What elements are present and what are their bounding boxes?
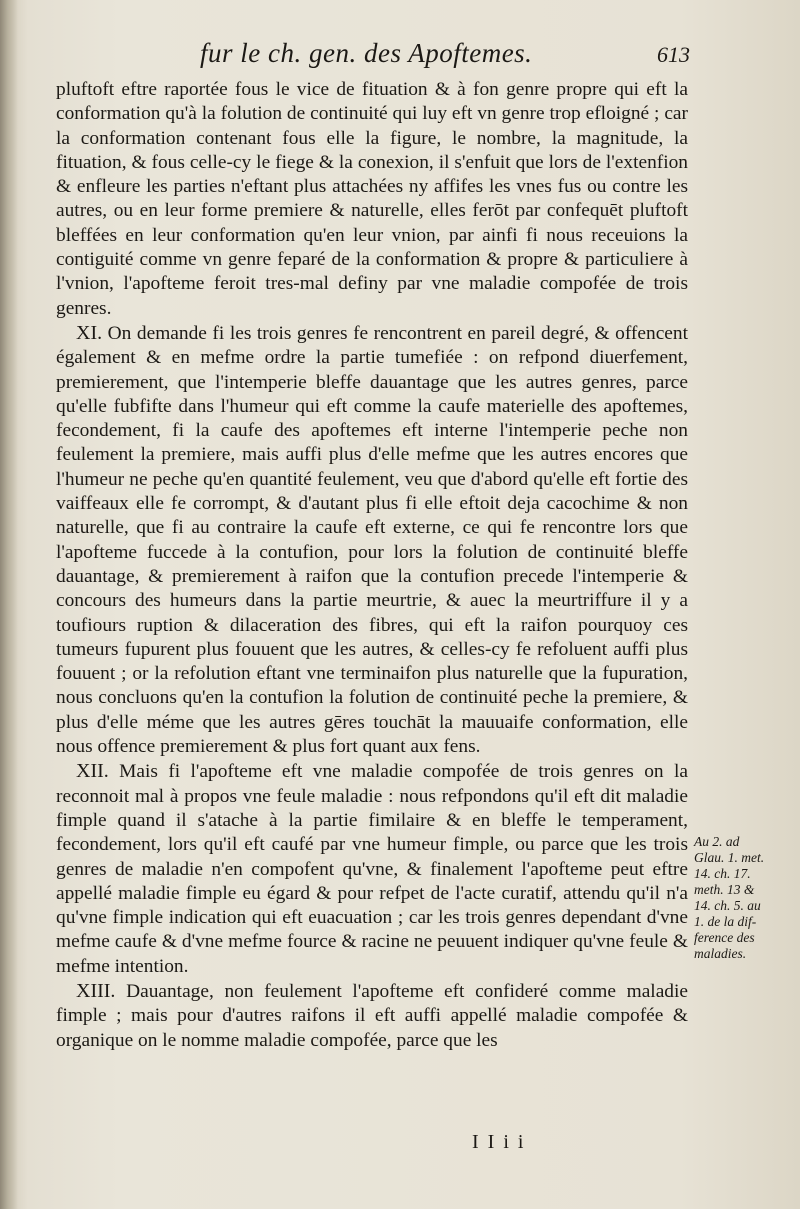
margin-note-line: Au 2. ad (694, 834, 740, 849)
paragraph-xiii-text: Dauantage, non feulement l'apofteme eft confideré comme maladie fimple ; mais pour d'autres raifons il eft auffi appellé maladie compofée & organique on le nomme maladie compofée, parce que les (56, 980, 688, 1051)
paragraph-xi-text: On demande fi les trois genres fe rencontrent en pareil degré, & offencent également & en mefme ordre la partie tumefiée : on refpond diuerfement, premierement, que l'intemperie bleffe dauantage que les autres genres, parce qu'elle fubfifte dans l'humeur qui eft comme la caufe materielle des apoftemes, fecondement, fi la caufe des apoftemes eft interne l'intemperie peche non feulement la premiere, mais auffi plus d'elle mefme que les autres encores que l'humeur ne peche qu'en quantité feulement, veu que d'abord qu'elle eft fortie des vaiffeaux elle fe corrompt, & d'autant plus fi elle eftoit deja cacochime & non naturelle, que fi au contraire la caufe eft externe, ce qui fe rencontre lors que l'apofteme fuccede à la contufion, pour lors la folution de continuité bleffe dauantage, & premierement à raifon que la contufion precede l'intemperie & concours des humeurs dans la partie meurtrie, & auec la meurtriffure il y a toufiours ruption & dilaceration des fibres, qui eft la raifon pourquoy ces tumeurs fupurent plus fouuent que les autres, & celles-cy fe refoluent auffi plus fouuent ; or la refolution eftant vne terminaifon plus naturelle que la fupuration, nous concluons qu'en la contufion la folution de continuité peche la premiere, & plus d'elle méme que les autres gēres touchāt la mauuaife conformation, elle nous offence premierement & plus fort quant aux fens. (56, 322, 688, 758)
margin-note-line: ference des (694, 930, 755, 945)
page-number: 613 (657, 42, 690, 67)
paragraph-xii (56, 759, 688, 979)
section-number-xi: XI. (76, 321, 103, 344)
main-text-block (56, 78, 688, 1053)
paragraph-xi (56, 321, 688, 759)
margin-note-line: meth. 13 & (694, 882, 755, 897)
page-gutter-shadow (0, 0, 18, 1209)
margin-note (694, 834, 794, 962)
margin-note-line: 14. ch. 17. (694, 866, 751, 881)
paragraph-xii-text: Mais fi l'apofteme eft vne maladie compofée de trois genres on la reconnoit mal à propos vne feule maladie : nous refpondons qu'il eft dit maladie fimple quand il s'atache à la partie fimilaire & en bleffe le temperament, fecondement, lors qu'il eft caufé par vne humeur fimple, ou parce que les trois genres de maladie n'en compofent qu'vne, & finalement l'apofteme peut eftre appellé maladie fimple eu égard & pour refpet de l'acte curatif, attendu qu'il n'a qu'vne fimple indication qui eft euacuation ; car les trois genres dependant d'vne mefme caufe & d'vne mefme fource & racine ne peuuent indiquer qu'vne feule & mefme intention. (56, 761, 688, 977)
page-header (60, 38, 690, 76)
section-number-xiii: XIII. (76, 979, 116, 1002)
running-title: fur le ch. gen. des Apoftemes. (200, 38, 533, 68)
margin-note-line: 1. de la dif- (694, 914, 757, 929)
signature-mark: I I i i (472, 1131, 526, 1153)
paragraph-xiii (56, 979, 688, 1053)
margin-note-line: 14. ch. 5. au (694, 898, 761, 913)
margin-note-line: Glau. 1. met. (694, 850, 765, 865)
paragraph-continuation: pluftoft eftre raportée fous le vice de fituation & à fon genre propre qui eft la conformation qu'à la folution de continuité qui luy eft vn genre trop efloigné ; car la conformation contenant fous elle la figure, le nombre, la magnitude, la fituation, & fous celle-cy le fiege & la conexion, il s'enfuit que lors de l'extenfion & enfleure les parties n'eftant plus attachées ny affifes les vnes fus ou contre les autres, ou en leur forme premiere & naturelle, elles ferōt par confequēt pluftoft bleffées en leur conformation qu'en leur vnion, par ainfi fi nous receuions la contiguité comme vn genre feparé de la conformation & propre & particuliere à l'vnion, l'apofteme feroit tres-mal definy par vne maladie compofée de trois genres. (56, 79, 688, 319)
margin-note-line: maladies. (694, 946, 747, 961)
section-number-xii: XII. (76, 760, 109, 783)
